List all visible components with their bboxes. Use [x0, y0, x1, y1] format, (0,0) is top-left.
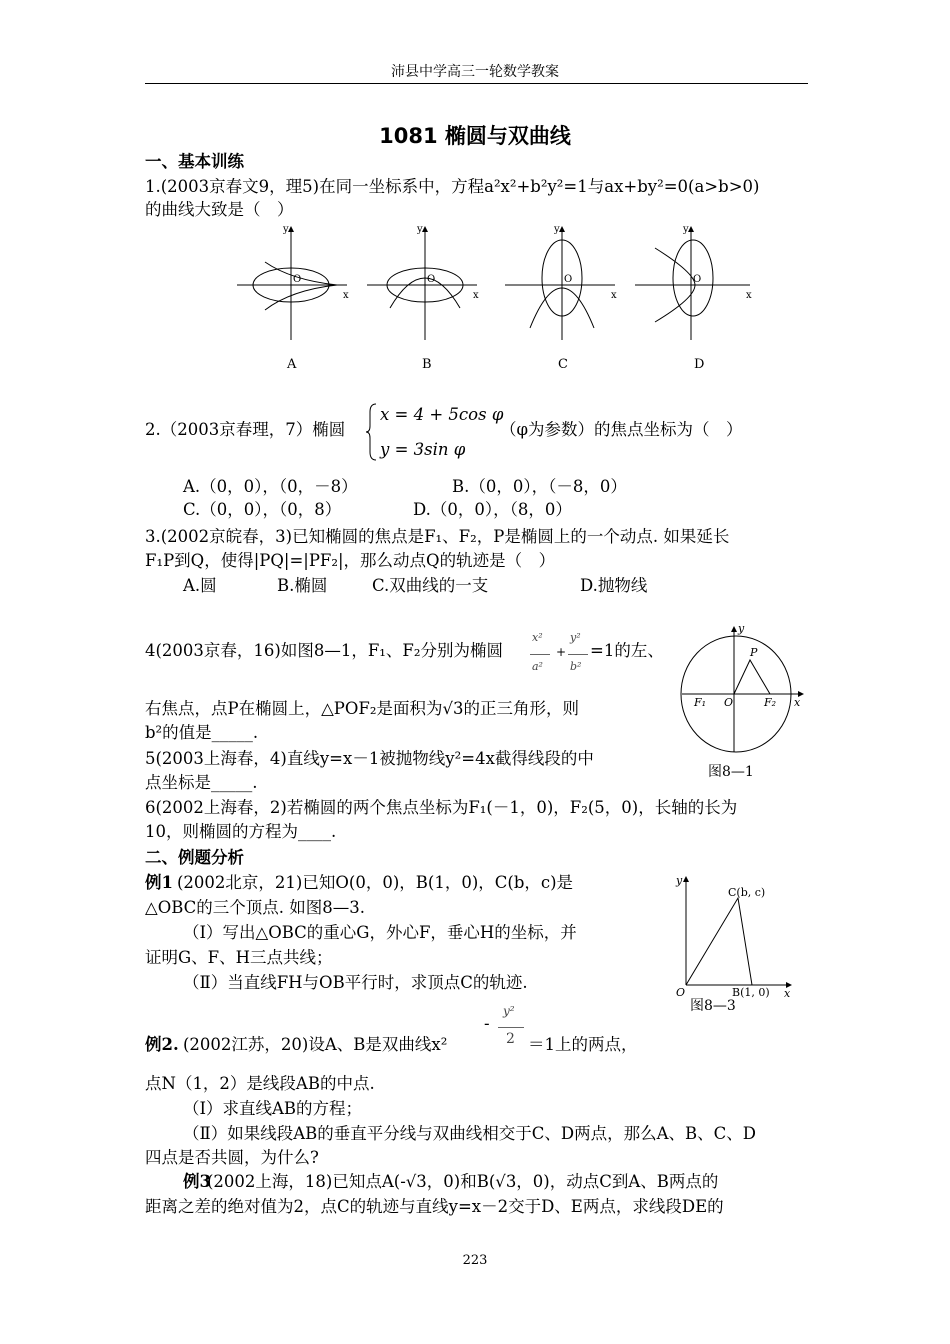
- q4-frac-y: y²: [570, 631, 581, 644]
- q2-eq2: y = 3sin φ: [380, 440, 466, 459]
- q1-line2: 的曲线大致是（ ）: [145, 200, 294, 219]
- q3-option-a: A.圆: [183, 576, 217, 595]
- section-heading-basic: 一、基本训练: [145, 152, 244, 171]
- ex2-frac-den: 2: [506, 1031, 515, 1047]
- ex3-line2: 距离之差的绝对值为2，点C的轨迹与直线y=x－2交于D、E两点，求线段DE的: [145, 1197, 724, 1216]
- ex1-line5: （Ⅱ）当直线FH与OB平行时，求顶点C的轨迹.: [183, 973, 528, 992]
- q1-origin-d: O: [693, 274, 702, 285]
- q1-figures: [225, 218, 765, 378]
- q1-axis-y-a: y: [283, 224, 289, 235]
- fig81-axis-y: y: [738, 622, 745, 635]
- ex1-line4: 证明G、F、H三点共线；: [145, 948, 333, 967]
- q2-option-d: D.（0，0），（8，0）: [413, 500, 572, 519]
- q6-line2: 10，则椭圆的方程为____.: [145, 822, 337, 841]
- q4-frac-bar1: [530, 654, 550, 655]
- q5-line2: 点坐标是_____.: [145, 773, 258, 792]
- fig83-point-b: B(1, 0): [732, 986, 770, 999]
- ex2-frac-bar: [498, 1027, 524, 1028]
- q3-option-c: C.双曲线的一支: [372, 576, 489, 595]
- q1-axis-y-d: y: [683, 224, 689, 235]
- q1-option-d: D: [694, 357, 705, 372]
- ex2-label: 例2.: [145, 1035, 179, 1054]
- q3-line1: 3.(2002京皖春，3)已知椭圆的焦点是F₁、F₂，P是椭圆上的一个动点. 如果延长: [145, 527, 730, 546]
- figure-8-3: [660, 872, 795, 1000]
- q3-line2: F₁P到Q，使得|PQ|=|PF₂|，那么动点Q的轨迹是（ ）: [145, 551, 556, 570]
- q1-axis-x-b: x: [473, 290, 479, 301]
- q3-option-b: B.椭圆: [277, 576, 328, 595]
- q2-brace: [366, 402, 378, 462]
- q3-option-d: D.抛物线: [580, 576, 648, 595]
- page-number: 223: [462, 1253, 488, 1268]
- q1-axis-y-b: y: [417, 224, 423, 235]
- q4-line2: 右焦点，点P在椭圆上，△POF₂是面积为√3的正三角形，则: [145, 699, 579, 718]
- q2-option-b: B.（0，0），（－8，0）: [452, 477, 627, 496]
- page-header: 沛县中学高三一轮数学教案: [391, 64, 559, 80]
- q4-line3: b²的值是_____.: [145, 723, 259, 742]
- q4-plus: +: [556, 645, 567, 659]
- ex1-line2: △OBC的三个顶点. 如图8—3.: [145, 898, 366, 917]
- q1-axis-x-d: x: [746, 290, 752, 301]
- ex1-line1: (2002北京，21)已知O(0，0)，B(1，0)，C(b，c)是: [177, 873, 574, 892]
- ex3-label: 例3: [183, 1172, 211, 1191]
- fig81-caption: 图8—1: [708, 764, 754, 780]
- q1-option-b: B: [422, 357, 432, 372]
- q5-line1: 5(2003上海春，4)直线y=x－1被抛物线y²=4x截得线段的中: [145, 749, 594, 768]
- fig83-origin: O: [676, 986, 686, 999]
- q4-frac-b: b²: [570, 660, 582, 673]
- page-title: 1081 椭圆与双曲线: [379, 124, 571, 148]
- q4-frac-a: a²: [532, 660, 543, 673]
- ex1-label: 例1: [145, 873, 173, 892]
- q1-option-c: C: [558, 357, 568, 372]
- q1-origin-c: O: [564, 274, 573, 285]
- fig83-axis-x: x: [784, 987, 791, 1000]
- fig83-axis-y: y: [676, 874, 683, 887]
- q1-axis-x-a: x: [343, 290, 349, 301]
- ex2-line1b: ＝1上的两点，: [528, 1035, 638, 1054]
- ex2-line5: 四点是否共圆，为什么?: [145, 1148, 319, 1167]
- fig81-origin: O: [724, 696, 734, 709]
- q1-line1: 1.(2003京春文9，理5)在同一坐标系中，方程a²x²+b²y²=1与ax+by²=0(a>b>0): [145, 177, 760, 196]
- figure-8-1: [680, 622, 808, 757]
- q6-line1: 6(2002上海春，2)若椭圆的两个焦点坐标为F₁(－1，0)，F₂(5，0)，长轴的长为: [145, 798, 738, 817]
- fig81-focus-f2: F₂: [764, 696, 777, 709]
- header-rule: [145, 83, 808, 84]
- ex2-line3: （Ⅰ）求直线AB的方程；: [183, 1099, 363, 1118]
- fig83-caption: 图8—3: [690, 998, 736, 1014]
- fig81-point-p: P: [750, 646, 758, 659]
- q2-eq1: x = 4 + 5cos φ: [380, 405, 504, 424]
- q2-option-a: A.（0，0），（0，－8）: [183, 477, 358, 496]
- q2-prefix: 2.（2003京春理，7）椭圆: [145, 420, 346, 439]
- ex2-line2: 点N（1，2）是线段AB的中点.: [145, 1074, 375, 1093]
- ex1-line3: （Ⅰ）写出△OBC的重心G，外心F，垂心H的坐标，并: [183, 923, 577, 942]
- q4-line1b: =1的左、: [590, 641, 664, 660]
- q4-line1a: 4(2003京春，16)如图8—1，F₁、F₂分别为椭圆: [145, 641, 503, 660]
- ex2-frac-num: y²: [503, 1004, 515, 1018]
- q4-frac-x: x²: [532, 631, 543, 644]
- ex2-minus: -: [484, 1014, 490, 1033]
- section-heading-examples: 二、例题分析: [145, 848, 244, 867]
- ex3-line1: (2002上海，18)已知点A(-√3，0)和B(√3，0)，动点C到A、B两点的: [207, 1172, 719, 1191]
- q2-suffix: （φ为参数）的焦点坐标为（ ）: [500, 420, 743, 439]
- fig81-focus-f1: F₁: [694, 696, 707, 709]
- q1-option-a: A: [287, 357, 297, 372]
- q2-option-c: C.（0，0），（0，8）: [183, 500, 342, 519]
- q1-origin-b: O: [427, 274, 436, 285]
- q1-axis-x-c: x: [611, 290, 617, 301]
- ex2-line4: （Ⅱ）如果线段AB的垂直平分线与双曲线相交于C、D两点，那么A、B、C、D: [183, 1124, 757, 1143]
- fig83-point-c: C(b, c): [728, 886, 766, 899]
- q1-axis-y-c: y: [554, 224, 560, 235]
- q1-origin-a: O: [293, 274, 302, 285]
- fig81-axis-x: x: [794, 696, 801, 709]
- ex2-line1a: (2002江苏，20)设A、B是双曲线x²: [183, 1035, 448, 1054]
- q4-frac-bar2: [568, 654, 588, 655]
